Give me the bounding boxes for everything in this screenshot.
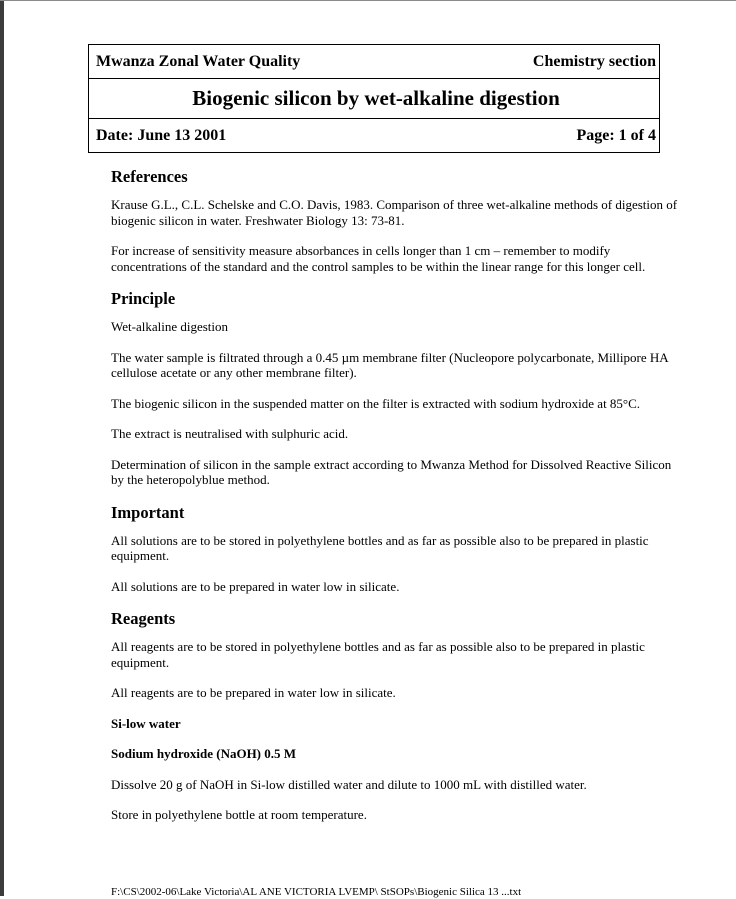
references-paragraph-2: For increase of sensitivity measure absorbances in cells longer than 1 cm – remember to modify concentrations of the standard and the control samples to be within the linear range for this longer cell. xyxy=(111,243,646,274)
reagents-paragraph-2: All reagents are to be prepared in water low in silicate. xyxy=(111,685,396,700)
document-title: Biogenic silicon by wet-alkaline digestion xyxy=(192,86,560,110)
si-low-water-subheading: Si-low water xyxy=(111,715,181,731)
principle-heading: Principle xyxy=(111,289,176,308)
important-paragraph-1: All solutions are to be stored in polyethylene bottles and as far as possible also to be prepared in plastic equipment. xyxy=(111,532,649,563)
header-row-title xyxy=(89,79,659,119)
important-heading: Important xyxy=(111,502,185,522)
header-row-meta xyxy=(89,119,659,152)
reagents-paragraph-4: Store in polyethylene bottle at room temperature. xyxy=(111,807,367,822)
viewer-left-edge xyxy=(0,0,4,896)
section-name: Chemistry section xyxy=(532,52,656,70)
footer-file-path: F:\CS\2002-06\Lake Victoria\AL ANE VICTORIA LVEMP\ StSOPs\Biogenic Silica 13 ...txt xyxy=(111,886,522,898)
viewer-top-edge xyxy=(0,0,736,1)
references-paragraph-1: Krause G.L., C.L. Schelske and C.O. Davis, 1983. Comparison of three wet-alkaline methods of digestion of biogenic silicon in water. Freshwater Biology 13: 73-81. xyxy=(111,197,678,228)
reagents-paragraph-1: All reagents are to be stored in polyethylene bottles and as far as possible also to be prepared in plastic equipment. xyxy=(111,639,645,670)
reagents-heading: Reagents xyxy=(111,609,176,628)
references-heading: References xyxy=(111,167,188,186)
document-header-table xyxy=(88,44,660,153)
reagents-paragraph-3: Dissolve 20 g of NaOH in Si-low distilled water and dilute to 1000 mL with distilled water. xyxy=(111,776,587,792)
principle-paragraph-4: The extract is neutralised with sulphuric acid. xyxy=(111,426,349,441)
principle-paragraph-1: Wet-alkaline digestion xyxy=(111,319,228,334)
principle-paragraph-3: The biogenic silicon in the suspended matter on the filter is extracted with sodium hydroxide at 85°C. xyxy=(111,395,641,411)
principle-paragraph-5: Determination of silicon in the sample extract according to Mwanza Method for Dissolved Reactive Silicon by the heteropolyblue method. xyxy=(111,456,672,487)
principle-paragraph-2: The water sample is filtrated through a 0.45 µm membrane filter (Nucleopore polycarbonate, Millipore HA cellulose acetate or any other membrane filter). xyxy=(111,349,668,380)
document-body xyxy=(111,167,681,838)
document-date: Date: June 13 2001 xyxy=(96,126,227,144)
important-paragraph-2: All solutions are to be prepared in water low in silicate. xyxy=(111,578,400,594)
page-indicator: Page: 1 of 4 xyxy=(576,126,656,144)
sodium-hydroxide-subheading: Sodium hydroxide (NaOH) 0.5 M xyxy=(111,746,297,761)
header-row-top xyxy=(89,45,659,79)
org-name: Mwanza Zonal Water Quality xyxy=(96,52,301,70)
